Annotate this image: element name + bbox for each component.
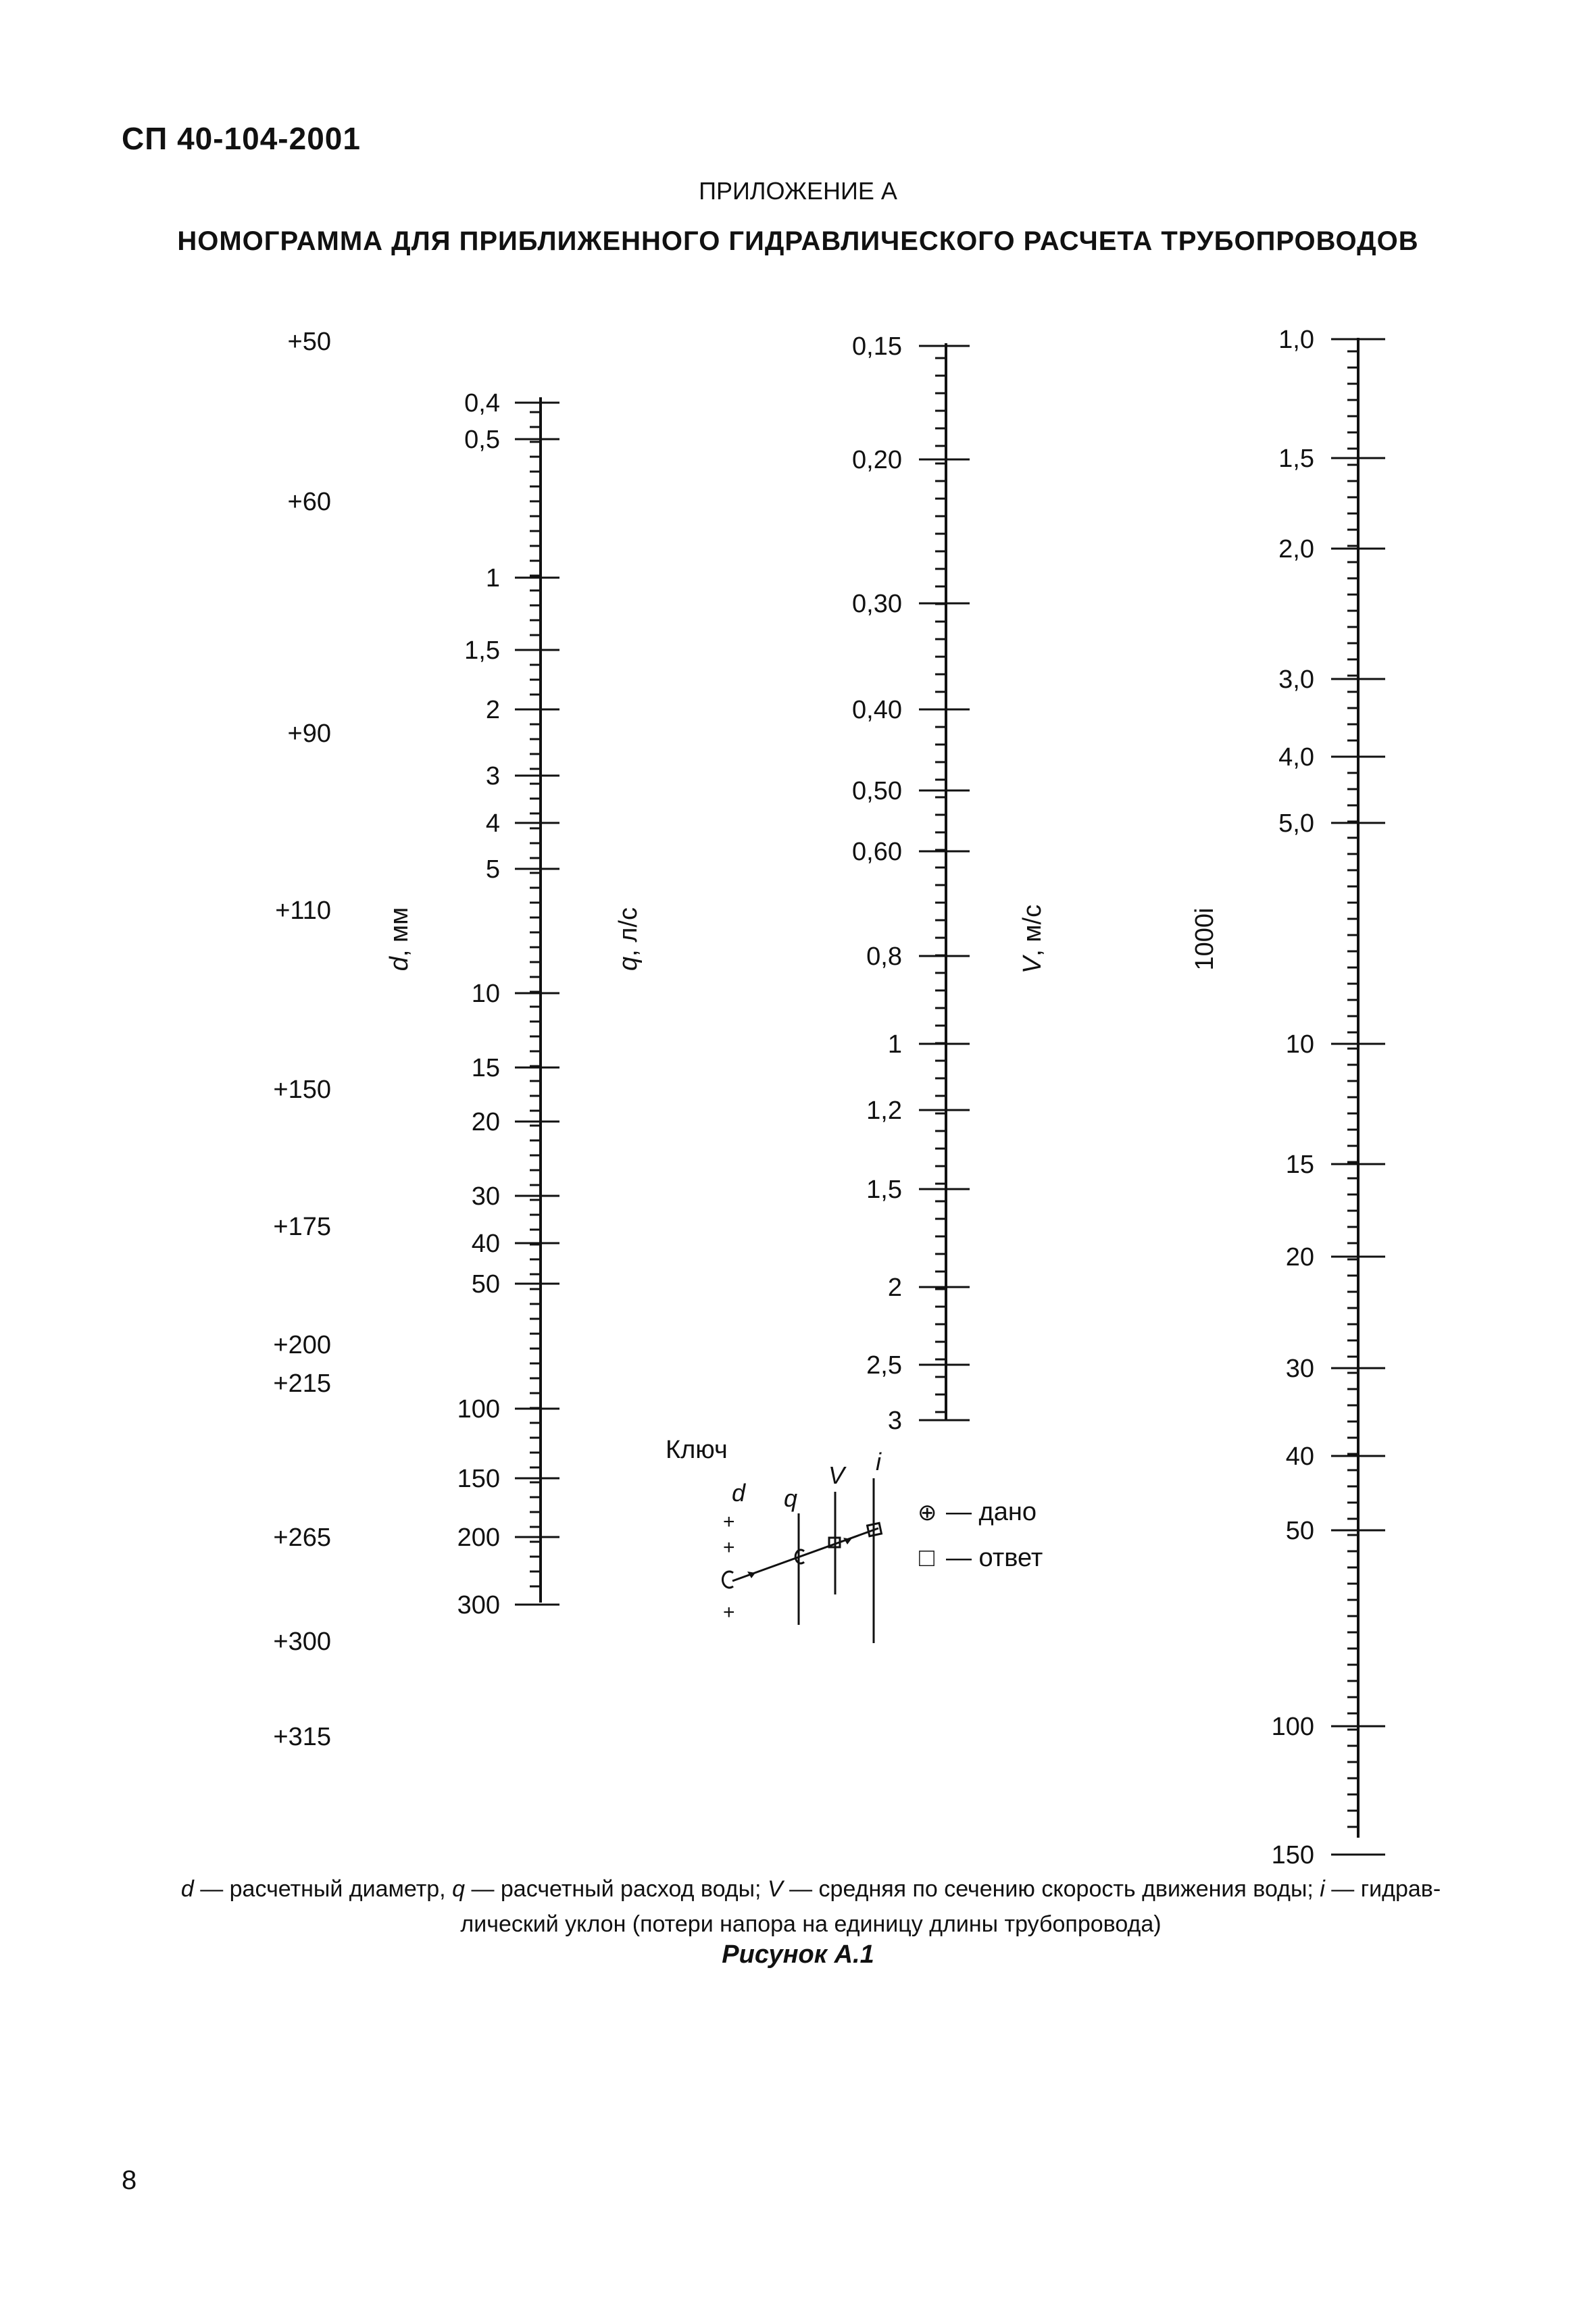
figure-label: Рисунок А.1: [722, 1940, 874, 1969]
scale-q-symbol: q: [614, 956, 643, 971]
scale-v-major-ticks: [852, 332, 970, 1435]
scale-i: [1191, 326, 1385, 1865]
scale-i-tick-label: 10: [1285, 1030, 1314, 1059]
left-labels: [273, 328, 331, 1751]
scale-v-tick-label: 0,30: [852, 590, 902, 618]
scale-q-label: [614, 907, 643, 971]
scale-v-tick-label: 1,2: [866, 1097, 902, 1125]
scale-d: [385, 389, 559, 1619]
scale-i-tick-label: 20: [1285, 1243, 1314, 1272]
appendix-heading: ПРИЛОЖЕНИЕ А: [699, 177, 897, 205]
scale-i-tick-label: 40: [1285, 1442, 1314, 1471]
scale-i-tick-label: 2,0: [1278, 535, 1314, 563]
scale-v-label: [1018, 905, 1047, 974]
scale-v-tick-label: 0,15: [852, 332, 902, 361]
scale-v-tick-label: 0,40: [852, 696, 902, 724]
left-label: +90: [287, 720, 331, 748]
scale-d-tick-label: 300: [457, 1591, 500, 1619]
left-label: +300: [273, 1628, 331, 1656]
scale-v-tick-label: 3: [887, 1407, 902, 1435]
scale-d-tick-label: 20: [471, 1108, 500, 1136]
left-label: +60: [287, 488, 331, 516]
scale-i-tick-label: 150: [1271, 1841, 1314, 1865]
scale-d-tick-label: 30: [471, 1182, 500, 1211]
left-label: +315: [273, 1723, 331, 1751]
caption-q: q: [452, 1876, 465, 1902]
scale-d-tick-label: 1: [485, 564, 500, 593]
scale-i-tick-label: 1,0: [1278, 326, 1314, 354]
key-letter-q: q: [784, 1484, 798, 1512]
scale-v-tick-label: 2: [887, 1274, 902, 1302]
key-letter-v: V: [828, 1461, 845, 1489]
scale-i-tick-label: 100: [1271, 1713, 1314, 1741]
left-label: +110: [275, 897, 331, 925]
scale-v-minor-ticks: [935, 358, 946, 1412]
scale-v-tick-label: 0,20: [852, 446, 902, 474]
left-label: +265: [273, 1524, 331, 1552]
scale-i-label: 1000i: [1191, 907, 1219, 971]
left-label: +200: [273, 1331, 331, 1359]
caption-v-text: — средняя по сечению скорость движения воды;: [782, 1876, 1320, 1902]
scale-i-tick-label: 4,0: [1278, 743, 1314, 772]
scale-d-tick-label: 1,5: [464, 636, 500, 665]
figure-caption: [122, 1871, 1500, 1942]
scale-d-tick-label: 15: [471, 1054, 500, 1082]
scale-d-tick-label: 50: [471, 1270, 500, 1299]
scale-d-tick-label: 4: [485, 809, 500, 838]
key-answer-text: — ответ: [946, 1544, 1043, 1572]
scale-d-tick-label: 0,5: [464, 426, 500, 454]
key-diagram: [666, 1436, 1043, 1643]
scale-v-symbol: V: [1018, 956, 1047, 974]
caption-d-text: — расчетный диаметр,: [193, 1876, 453, 1902]
scale-d-tick-label: 40: [471, 1230, 500, 1258]
scale-d-tick-label: 2: [485, 696, 500, 724]
scale-i-tick-label: 15: [1285, 1151, 1314, 1179]
scale-d-major-ticks: [457, 389, 559, 1619]
left-label: +50: [287, 328, 331, 356]
left-label: +150: [273, 1076, 331, 1104]
scale-d-minor-ticks: [530, 412, 541, 1586]
scale-i-major-ticks: [1272, 326, 1385, 1865]
scale-i-minor-ticks: [1347, 351, 1358, 1827]
key-given-symbol: ⊕: [918, 1500, 937, 1526]
scale-v-tick-label: 0,50: [852, 777, 902, 805]
key-plus-mark: +: [723, 1536, 735, 1559]
caption-i: i: [1320, 1876, 1325, 1902]
caption-line-2: лический уклон (потери напора на единицу длины трубопровода): [460, 1911, 1162, 1937]
scale-d-tick-label: 5: [485, 855, 500, 884]
scale-d-tick-label: 3: [485, 762, 500, 790]
scale-i-tick-label: 30: [1285, 1355, 1314, 1383]
page-title: НОМОГРАММА ДЛЯ ПРИБЛИЖЕННОГО ГИДРАВЛИЧЕСКОГО РАСЧЕТА ТРУБОПРОВОДОВ: [177, 226, 1419, 256]
scale-q-unit: , л/с: [614, 907, 643, 957]
scale-d-tick-label: 200: [457, 1524, 500, 1552]
page-number: 8: [122, 2165, 137, 2195]
scale-i-tick-label: 50: [1285, 1517, 1314, 1545]
left-label: +175: [273, 1213, 331, 1241]
scale-i-tick-label: 3,0: [1278, 665, 1314, 694]
key-letter-d: d: [732, 1479, 746, 1507]
scale-d-tick-label: 100: [457, 1395, 500, 1424]
nomogram-chart: [0, 297, 1596, 1865]
caption-v: V: [767, 1876, 783, 1902]
scale-i-tick-label: 5,0: [1278, 809, 1314, 838]
scale-v: [852, 332, 1047, 1435]
scale-d-tick-label: 0,4: [464, 389, 500, 418]
left-label: +215: [273, 1369, 331, 1398]
key-given-mark: [722, 1571, 733, 1588]
key-title: Ключ: [666, 1436, 728, 1464]
caption-d: d: [180, 1876, 194, 1902]
scale-d-tick-label: 10: [471, 980, 500, 1008]
scale-v-tick-label: 1,5: [866, 1176, 902, 1204]
scale-d-label: [385, 907, 414, 972]
key-plus-mark: +: [723, 1601, 735, 1624]
caption-q-text: — расчетный расход воды;: [465, 1876, 768, 1902]
key-plus-mark: +: [723, 1511, 735, 1533]
key-answer-symbol: □: [919, 1544, 934, 1572]
scale-v-tick-label: 0,60: [852, 838, 902, 866]
scale-d-unit: , мм: [385, 907, 414, 957]
scale-v-tick-label: 1: [887, 1030, 902, 1059]
scale-d-tick-label: 150: [457, 1465, 500, 1493]
key-letter-i: i: [876, 1448, 881, 1476]
scale-v-tick-label: 2,5: [866, 1351, 902, 1380]
caption-i-text: — гидрав-: [1324, 1876, 1441, 1902]
document-code: СП 40-104-2001: [122, 121, 361, 156]
scale-i-tick-label: 1,5: [1278, 445, 1314, 473]
scale-d-symbol: d: [385, 957, 414, 972]
key-given-text: — дано: [946, 1498, 1037, 1526]
scale-v-tick-label: 0,8: [866, 942, 902, 971]
scale-v-unit: , м/с: [1018, 904, 1047, 957]
